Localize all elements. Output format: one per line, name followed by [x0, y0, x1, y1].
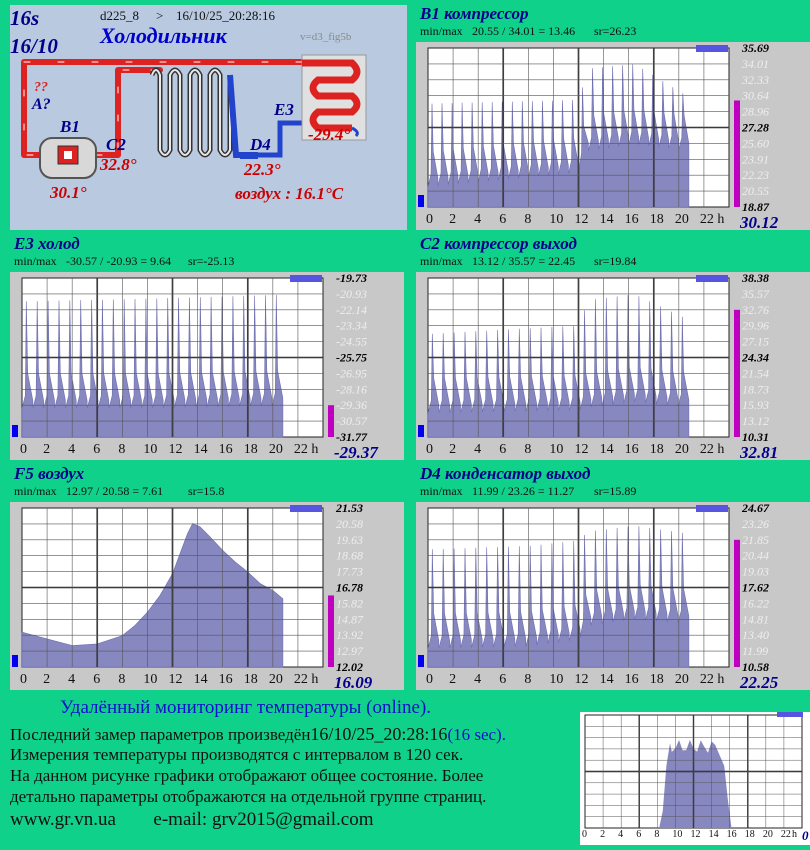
footer-overview-note: На данном рисунке графики отображают общее состояние. Более: [10, 766, 484, 785]
y-tick-label: 21.54: [742, 366, 769, 381]
current-value: 16.09: [334, 673, 373, 692]
y-tick-label: 17.73: [336, 564, 363, 579]
sensor-b1-value: 30.1°: [50, 183, 87, 202]
x-tick-label: 18: [243, 442, 258, 457]
y-tick-label: 13.12: [742, 414, 769, 429]
stats-value: 20.55 / 34.01 = 13.46: [472, 24, 576, 38]
mini-current-indicator: [777, 712, 803, 717]
y-tick-label: 20.44: [742, 548, 769, 563]
mini-hour-label: h: [792, 829, 797, 840]
y-tick-label: -28.16: [336, 382, 367, 397]
y-tick-label: 19.63: [336, 532, 363, 547]
y-tick-label: 13.92: [336, 628, 363, 643]
stats-value: 11.99 / 23.26 = 11.27: [472, 484, 575, 498]
mini-x-tick-label: 12: [690, 829, 701, 840]
y-tick-label: 16.22: [742, 596, 769, 611]
y-tick-label: -26.95: [336, 366, 367, 381]
mini-x-tick-label: 18: [744, 829, 755, 840]
fridge-schematic-panel: [10, 5, 407, 230]
email-link[interactable]: e-mail: grv2015@gmail.com: [153, 809, 374, 830]
x-tick-label: 2: [43, 442, 51, 457]
y-tick-label: 15.82: [336, 596, 363, 611]
chart-title: E3 холод: [14, 234, 80, 253]
sensor-e3-label: E3: [274, 100, 294, 119]
x-tick-label: 12: [574, 442, 589, 457]
y-tick-label: -30.57: [336, 414, 367, 429]
min-indicator: [418, 655, 424, 667]
y-tick-label: 22.23: [742, 168, 769, 183]
x-tick-label: 18: [649, 672, 664, 687]
x-tick-label: 6: [93, 672, 101, 687]
y-tick-label: 12.02: [336, 660, 363, 674]
level-bar: [734, 540, 740, 667]
mini-x-tick-label: 6: [636, 829, 642, 840]
x-tick-label: 10: [143, 672, 158, 687]
mini-x-tick-label: 8: [654, 829, 660, 840]
y-tick-label: 23.91: [742, 152, 769, 167]
x-tick-label: 16: [218, 442, 233, 457]
mini-x-tick-label: 4: [618, 829, 624, 840]
x-tick-label: 4: [474, 672, 482, 687]
y-tick-label: 20.58: [336, 516, 363, 531]
y-tick-label: 18.68: [336, 548, 363, 563]
chart-c2-compressor-out: [416, 235, 810, 460]
y-tick-label: 25.60: [742, 136, 769, 151]
x-tick-label: 20: [268, 672, 283, 687]
current-indicator: [696, 505, 728, 512]
header-datetime: 16/10/25_20:28:16: [176, 8, 275, 23]
x-tick-label: 12: [574, 212, 589, 227]
unknown-sensor-mark: ??: [34, 80, 48, 95]
x-tick-label: 10: [549, 212, 564, 227]
footer-last-measurement: [10, 724, 506, 745]
x-tick-label: 22 h: [293, 442, 319, 457]
current-value: 22.25: [740, 673, 779, 692]
x-tick-label: 0: [426, 212, 433, 227]
x-tick-label: 8: [118, 672, 126, 687]
x-tick-label: 2: [43, 672, 51, 687]
x-tick-label: 14: [193, 672, 208, 687]
y-tick-label: 32.76: [742, 302, 769, 317]
x-tick-label: 16: [624, 442, 639, 457]
footer-detail-note: детально параметры отображаются на отдельной группе страниц.: [10, 787, 487, 806]
chart-title: D4 конденсатор выход: [420, 464, 591, 483]
device-id: d225_8: [100, 8, 139, 23]
y-tick-label: -25.75: [336, 350, 367, 365]
fridge-diagram: [10, 5, 407, 230]
x-tick-label: 18: [649, 212, 664, 227]
x-tick-label: 10: [549, 672, 564, 687]
x-tick-label: 0: [426, 672, 433, 687]
mini-x-tick-label: 22: [780, 829, 791, 840]
x-tick-label: 14: [599, 212, 614, 227]
y-tick-label: 10.58: [742, 660, 769, 674]
y-tick-label: 20.55: [742, 184, 769, 199]
chart-b1-compressor: [416, 5, 810, 230]
y-tick-label: 13.40: [742, 628, 769, 643]
x-tick-label: 12: [168, 672, 183, 687]
y-tick-label: 16.78: [336, 580, 363, 595]
compressor-icon: [40, 138, 96, 178]
y-tick-label: 12.97: [336, 644, 363, 659]
chart-e3-cold: [10, 235, 404, 460]
y-tick-label: -22.14: [336, 302, 367, 317]
x-tick-label: 22 h: [699, 212, 725, 227]
header-arrow: >: [156, 8, 164, 23]
current-indicator: [290, 275, 322, 282]
last-measure-time: 16/10/25_20:28:16: [310, 724, 448, 744]
x-tick-label: 8: [524, 442, 532, 457]
current-indicator: [290, 505, 322, 512]
y-tick-label: -29.36: [336, 398, 367, 413]
y-tick-label: 14.87: [336, 612, 363, 627]
x-tick-label: 22 h: [699, 672, 725, 687]
x-tick-label: 2: [449, 442, 457, 457]
x-tick-label: 18: [243, 672, 258, 687]
x-tick-label: 0: [20, 442, 27, 457]
x-tick-label: 20: [674, 672, 689, 687]
x-tick-label: 6: [499, 212, 507, 227]
current-indicator: [696, 275, 728, 282]
current-value: 32.81: [740, 443, 779, 462]
y-tick-label: -19.73: [336, 271, 367, 285]
y-tick-label: 14.81: [742, 612, 769, 627]
stats-sr: sr=15.89: [594, 484, 637, 498]
min-indicator: [12, 425, 18, 437]
sensor-d4-label: D4: [250, 135, 271, 154]
chart-title: B1 компрессор: [420, 4, 529, 23]
x-tick-label: 12: [574, 672, 589, 687]
footer-heading: Удалённый мониторинг температуры (online).: [60, 697, 432, 718]
level-bar: [328, 405, 334, 437]
stats-sr: sr=26.23: [594, 24, 637, 38]
x-tick-label: 0: [20, 672, 27, 687]
mini-x-tick-label: 10: [672, 829, 683, 840]
y-tick-label: 19.03: [742, 564, 769, 579]
date-short-label: 16/10: [10, 34, 58, 58]
x-tick-label: 4: [68, 672, 76, 687]
stats-label: min/max: [420, 254, 463, 268]
x-tick-label: 10: [549, 442, 564, 457]
sensor-d4-value: 22.3°: [244, 160, 281, 179]
x-tick-label: 16: [218, 672, 233, 687]
sensor-c2-label: C2: [106, 135, 126, 154]
x-tick-label: 2: [449, 672, 457, 687]
level-bar: [734, 100, 740, 207]
sensor-c2-value: 32.8°: [100, 155, 137, 174]
y-tick-label: -24.55: [336, 334, 367, 349]
min-indicator: [418, 195, 424, 207]
x-tick-label: 22 h: [699, 442, 725, 457]
current-value: -29.37: [334, 443, 378, 462]
y-tick-label: 27.15: [742, 334, 769, 349]
x-tick-label: 20: [268, 442, 283, 457]
mini-chart: [580, 712, 810, 845]
stats-sr: sr=15.8: [188, 484, 225, 498]
schematic-title: Холодильник: [100, 23, 227, 48]
level-bar: [734, 310, 740, 437]
y-tick-label: -23.34: [336, 318, 367, 333]
x-tick-label: 6: [499, 442, 507, 457]
x-tick-label: 0: [426, 442, 433, 457]
interval-label: 16s: [10, 6, 40, 30]
chart-title: C2 компрессор выход: [420, 234, 577, 253]
x-tick-label: 16: [624, 212, 639, 227]
condenser-coil: [152, 70, 230, 155]
chart-title: F5 воздух: [14, 464, 85, 483]
chart-d4-condenser-out: [416, 465, 810, 690]
y-tick-label: 29.96: [742, 318, 769, 333]
stats-label: min/max: [420, 484, 463, 498]
x-tick-label: 16: [624, 672, 639, 687]
last-measure-text: Последний замер параметров произведён: [10, 725, 311, 744]
sensor-e3-value: -29.4°: [308, 125, 351, 144]
x-tick-label: 22 h: [293, 672, 319, 687]
x-tick-label: 18: [649, 442, 664, 457]
current-value: 30.12: [740, 213, 779, 232]
x-tick-label: 8: [118, 442, 126, 457]
y-tick-label: 38.38: [742, 271, 769, 285]
y-tick-label: 27.28: [742, 120, 769, 135]
y-tick-label: 35.57: [742, 286, 769, 301]
x-tick-label: 6: [499, 672, 507, 687]
sensor-a-label: A?: [32, 96, 51, 113]
last-measure-age: (16 sec).: [447, 725, 506, 744]
min-indicator: [418, 425, 424, 437]
y-tick-label: 24.67: [742, 501, 769, 515]
y-tick-label: 15.93: [742, 398, 769, 413]
x-tick-label: 8: [524, 212, 532, 227]
y-tick-label: -31.77: [336, 430, 367, 444]
stats-value: -30.57 / -20.93 = 9.64: [66, 254, 172, 268]
y-tick-label: 21.85: [742, 532, 769, 547]
mini-chart-panel: [580, 712, 810, 845]
mini-x-tick-label: 0: [582, 829, 587, 840]
y-tick-label: 35.69: [742, 41, 769, 55]
y-tick-label: 18.87: [742, 200, 769, 214]
y-tick-label: 24.34: [742, 350, 769, 365]
x-tick-label: 8: [524, 672, 532, 687]
x-tick-label: 10: [143, 442, 158, 457]
mini-x-tick-label: 16: [726, 829, 737, 840]
x-tick-label: 4: [68, 442, 76, 457]
stats-label: min/max: [14, 254, 57, 268]
y-tick-label: 17.62: [742, 580, 769, 595]
sensor-b1-label: B1: [60, 117, 80, 136]
stats-sr: sr=19.84: [594, 254, 637, 268]
chart-f5-air: [10, 465, 404, 690]
y-tick-label: 28.96: [742, 104, 769, 119]
x-tick-label: 14: [193, 442, 208, 457]
x-tick-label: 4: [474, 442, 482, 457]
y-tick-label: 30.64: [742, 88, 769, 103]
y-tick-label: -20.93: [336, 286, 367, 301]
x-tick-label: 6: [93, 442, 101, 457]
current-indicator: [696, 45, 728, 52]
stats-value: 13.12 / 35.57 = 22.45: [472, 254, 576, 268]
x-tick-label: 20: [674, 212, 689, 227]
x-tick-label: 14: [599, 442, 614, 457]
air-temperature: воздух : 16.1°C: [235, 184, 344, 203]
x-tick-label: 14: [599, 672, 614, 687]
mini-x-tick-label: 14: [708, 829, 719, 840]
x-tick-label: 12: [168, 442, 183, 457]
y-tick-label: 18.73: [742, 382, 769, 397]
y-tick-label: 21.53: [336, 501, 363, 515]
min-indicator: [12, 655, 18, 667]
y-tick-label: 32.33: [742, 72, 769, 87]
x-tick-label: 2: [449, 212, 457, 227]
y-tick-label: 23.26: [742, 516, 769, 531]
x-tick-label: 20: [674, 442, 689, 457]
footer-contacts: [10, 809, 374, 831]
footer-interval-note: Измерения температуры производятся с интервалом в 120 сек.: [10, 745, 464, 764]
version-label: v=d3_fig5b: [300, 31, 352, 43]
mini-x-tick-label: 20: [762, 829, 773, 840]
stats-value: 12.97 / 20.58 = 7.61: [66, 484, 164, 498]
y-tick-label: 10.31: [742, 430, 769, 444]
level-bar: [328, 595, 334, 667]
mini-current-value: 0: [802, 828, 809, 843]
site-link[interactable]: www.gr.vn.ua: [10, 809, 116, 830]
mini-x-tick-label: 2: [600, 829, 606, 840]
stats-label: min/max: [420, 24, 463, 38]
stats-label: min/max: [14, 484, 57, 498]
y-tick-label: 34.01: [742, 56, 769, 71]
x-tick-label: 4: [474, 212, 482, 227]
y-tick-label: 11.99: [742, 644, 769, 659]
stats-sr: sr=-25.13: [188, 254, 235, 268]
